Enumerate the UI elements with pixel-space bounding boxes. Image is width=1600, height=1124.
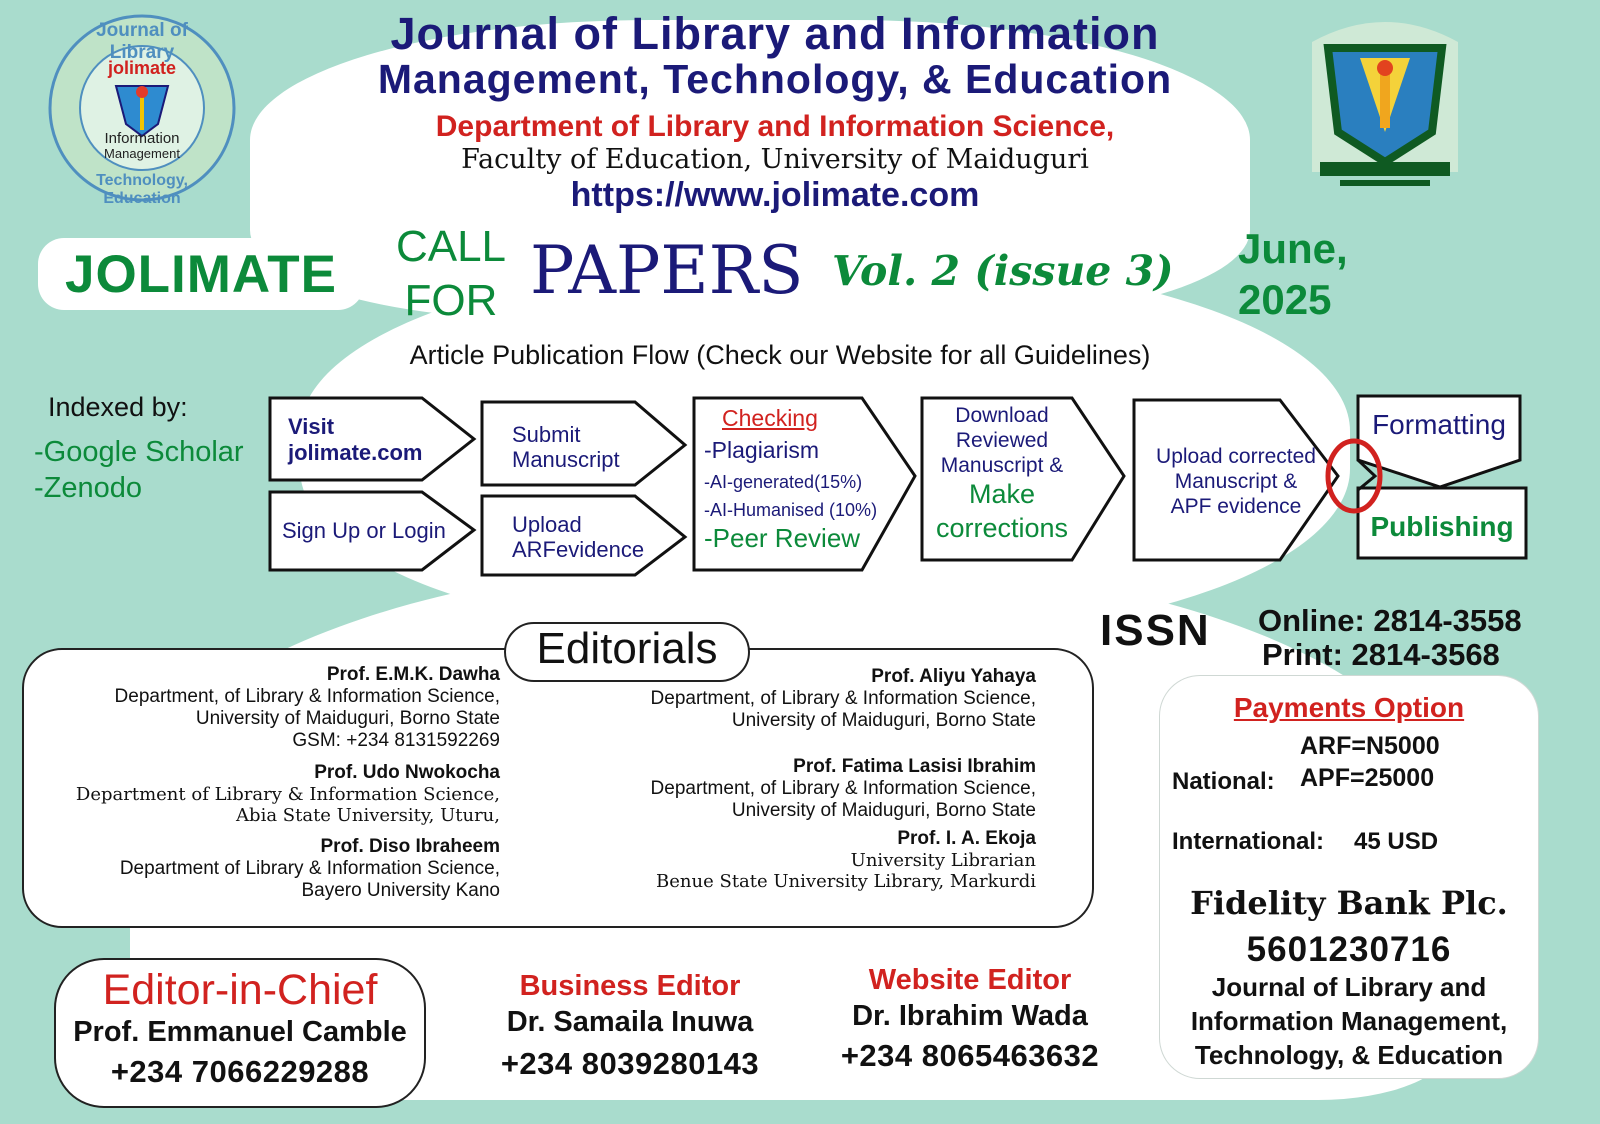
- flow-download-line4: Make: [968, 479, 1036, 509]
- website-editor-title: Website Editor: [868, 964, 1072, 996]
- editor-detail: University of Maiduguri, Borno State: [731, 710, 1036, 731]
- editor-in-chief-name: Prof. Emmanuel Camble: [73, 1016, 407, 1048]
- flow-signup: Sign Up or Login: [282, 518, 446, 543]
- flow-download-line1: Download: [955, 404, 1049, 427]
- banner-volume: Vol. 2 (issue 3): [832, 247, 1174, 295]
- flow-formatting: Formatting: [1372, 409, 1506, 440]
- business-editor-title: Business Editor: [519, 970, 741, 1002]
- flow-visit-line2[interactable]: jolimate.com: [288, 440, 423, 465]
- issn-print: Print: 2814-3568: [1262, 637, 1500, 672]
- editor-detail: Department, of Library & Information Science,: [650, 778, 1036, 799]
- editor-detail: Department of Library & Information Science,: [119, 858, 500, 879]
- bank-name: Fidelity Bank Plc.: [1190, 884, 1508, 922]
- flow-checking-ai-generated: -AI-generated(15%): [704, 472, 863, 492]
- journal-title-line2: Management, Technology, & Education: [377, 56, 1173, 102]
- editor-name: Prof. Udo Nwokocha: [314, 762, 500, 783]
- payments-international-label: International:: [1172, 828, 1325, 855]
- banner-for: FOR: [404, 276, 498, 325]
- account-name-line3: Technology, & Education: [1194, 1040, 1504, 1070]
- payments-heading: Payments Option: [1233, 692, 1465, 723]
- logo-inner-line1: Information: [104, 130, 180, 147]
- editor-in-chief-title: Editor-in-Chief: [102, 966, 378, 1014]
- flow-upload-corrected-line3: APF evidence: [1170, 495, 1302, 518]
- editorials-right-column: [566, 666, 1036, 892]
- flow-upload-arf-line2: ARFevidence: [512, 537, 645, 562]
- flow-shape-visit: [270, 398, 474, 480]
- business-editor-name: Dr. Samaila Inuwa: [506, 1006, 754, 1038]
- logo-inner-line2: Management: [104, 146, 180, 161]
- issn-online: Online: 2814-3558: [1258, 603, 1522, 638]
- editor-detail: Department, of Library & Information Science,: [650, 688, 1036, 709]
- banner-papers: PAPERS: [530, 232, 804, 309]
- faculty-name: Faculty of Education, University of Maiduguri: [461, 144, 1089, 175]
- editor-detail: GSM: +234 8131592269: [292, 730, 500, 751]
- flow-publishing: Publishing: [1370, 511, 1514, 542]
- account-name-line1: Journal of Library and: [1211, 972, 1487, 1002]
- editor-detail: Benue State University Library, Markurdi: [656, 871, 1036, 892]
- editorials-heading: Editorials: [536, 624, 718, 673]
- website-link[interactable]: https://www.jolimate.com: [570, 176, 980, 214]
- flow-checking-ai-humanised: -AI-Humanised (10%): [704, 500, 878, 520]
- logo-brand: jolimate: [107, 58, 177, 78]
- banner-year: 2025: [1238, 276, 1332, 323]
- editor-name: Prof. Diso Ibraheem: [320, 836, 500, 857]
- editor-detail: University of Maiduguri, Borno State: [731, 800, 1036, 821]
- editor-detail: Abia State University, Uturu,: [236, 805, 500, 826]
- payments-apf: APF=25000: [1300, 764, 1435, 792]
- payments-international-value: 45 USD: [1354, 828, 1439, 855]
- editor-detail: Bayero University Kano: [301, 880, 500, 901]
- flow-heading: Article Publication Flow (Check our Website for all Guidelines): [409, 340, 1151, 370]
- indexed-label: Indexed by:: [48, 392, 188, 422]
- banner-call: CALL: [395, 222, 507, 271]
- flow-upload-corrected-line1: Upload corrected: [1156, 445, 1316, 468]
- flow-upload-arf-line1: Upload: [512, 512, 582, 537]
- issn-label: ISSN: [1100, 606, 1211, 655]
- banner-month: June,: [1238, 225, 1348, 272]
- flow-checking-plagiarism: -Plagiarism: [704, 437, 820, 463]
- editor-detail: University of Maiduguri, Borno State: [195, 708, 500, 729]
- flow-visit-line1: Visit: [288, 414, 335, 439]
- flow-upload-corrected-line2: Manuscript &: [1174, 470, 1298, 493]
- department-name: Department of Library and Information Science,: [435, 110, 1115, 143]
- logo-ring-bottom: Technology, Education: [96, 172, 188, 207]
- brand-name: JOLIMATE: [64, 245, 338, 304]
- account-number: 5601230716: [1246, 930, 1452, 969]
- flow-download-line2: Reviewed: [955, 429, 1049, 452]
- payments-arf: ARF=N5000: [1300, 732, 1440, 760]
- indexed-item-zenodo: -Zenodo: [34, 472, 143, 504]
- flow-checking-peer-review: -Peer Review: [704, 523, 861, 553]
- flow-checking-title: Checking: [722, 405, 818, 431]
- flow-submit-line2: Manuscript: [512, 447, 620, 472]
- editor-name: Prof. E.M.K. Dawha: [326, 664, 500, 685]
- account-name-line2: Information Management,: [1190, 1006, 1508, 1036]
- indexed-item-google-scholar: -Google Scholar: [34, 436, 244, 468]
- flow-download-line5: corrections: [935, 513, 1069, 543]
- editor-detail: Department of Library & Information Science,: [75, 784, 500, 805]
- website-editor-phone: +234 8065463632: [840, 1038, 1100, 1073]
- business-editor-phone: +234 8039280143: [500, 1046, 760, 1081]
- flow-submit-line1: Submit: [512, 422, 581, 447]
- website-editor-name: Dr. Ibrahim Wada: [852, 1000, 1088, 1032]
- editor-in-chief-phone: +234 7066229288: [110, 1054, 370, 1089]
- logo-ring-top: Journal of Library: [96, 20, 188, 63]
- editor-detail: Department, of Library & Information Science,: [114, 686, 500, 707]
- journal-title-line1: Journal of Library and Information: [390, 8, 1160, 59]
- editorials-left-column: [40, 664, 500, 902]
- payments-national-label: National:: [1172, 768, 1275, 795]
- flow-download-line3: Manuscript &: [940, 454, 1064, 477]
- editor-name: Prof. Aliyu Yahaya: [871, 666, 1036, 687]
- editor-name: Prof. Fatima Lasisi Ibrahim: [793, 756, 1036, 777]
- editor-detail: University Librarian: [850, 850, 1036, 871]
- editor-name: Prof. I. A. Ekoja: [897, 828, 1036, 849]
